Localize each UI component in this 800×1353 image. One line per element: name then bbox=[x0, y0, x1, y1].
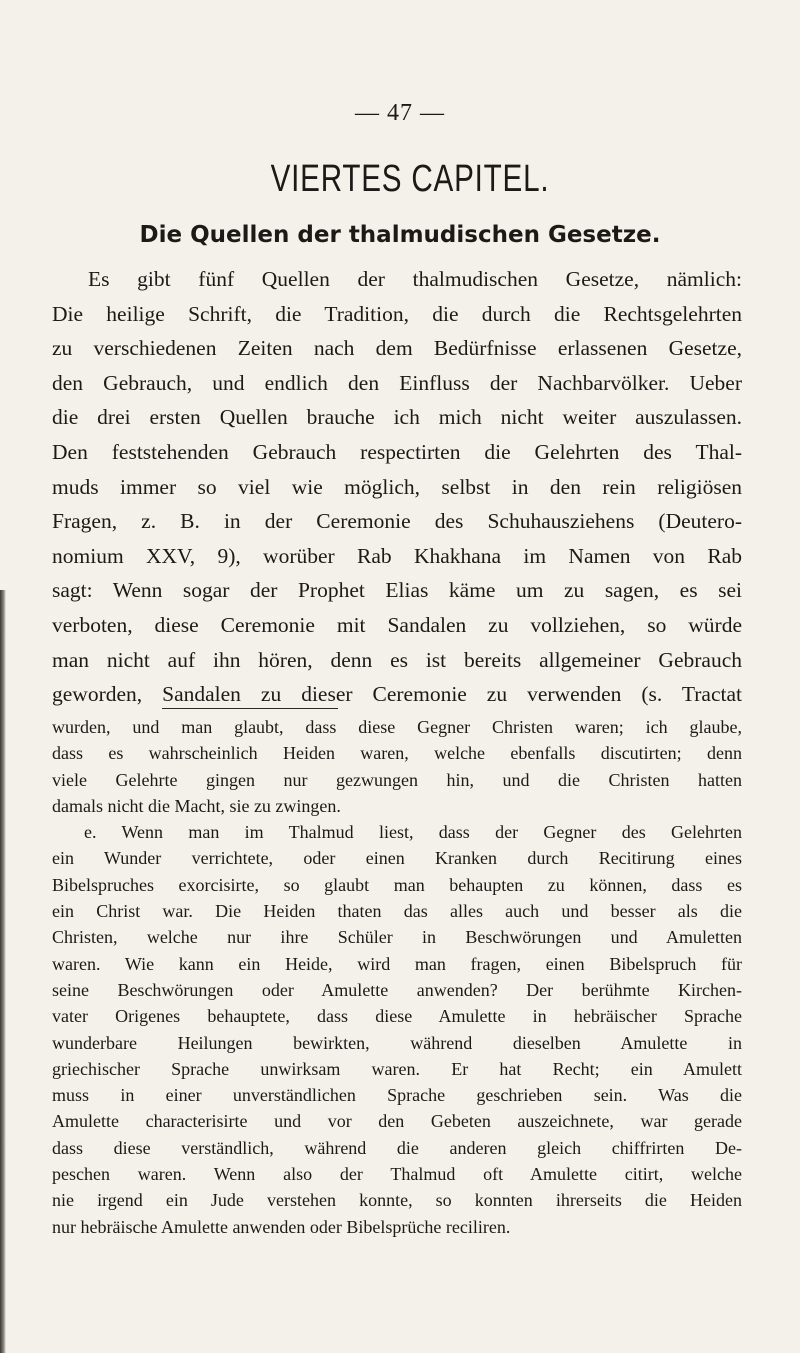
body-line: sagt: Wenn sogar der Prophet Elias käme um zu sagen, es sei bbox=[52, 578, 742, 603]
body-line: Fragen, z. B. in der Ceremonie des Schuhausziehens (Deutero- bbox=[52, 509, 742, 534]
footnote-line: nur hebräische Amulette anwenden oder Bibelsprüche reciliren. bbox=[52, 1216, 511, 1237]
footnote-line: peschen waren. Wenn also der Thalmud oft Amulette citirt, welche bbox=[52, 1164, 742, 1185]
body-text bbox=[52, 262, 742, 712]
body-line: Den feststehenden Gebrauch respectirten die Gelehrten des Thal- bbox=[52, 439, 742, 464]
footnote-line: nie irgend ein Jude verstehen konnte, so konnten ihrerseits die Heiden bbox=[52, 1190, 742, 1211]
footnote-line: viele Gelehrte gingen nur gezwungen hin, und die Christen hatten bbox=[52, 769, 742, 790]
footnote-line: wunderbare Heilungen bewirkten, während dieselben Amulette in bbox=[52, 1032, 742, 1053]
section-title: Die Quellen der thalmudischen Gesetze. bbox=[139, 222, 661, 248]
footnote-text bbox=[52, 714, 742, 1240]
footnote-line: e. Wenn man im Thalmud liest, dass der Gegner des Gelehrten bbox=[84, 822, 742, 843]
body-line: man nicht auf ihn hören, denn es ist bereits allgemeiner Gebrauch bbox=[52, 647, 742, 672]
body-line: den Gebrauch, und endlich den Einfluss der Nachbarvölker. Ueber bbox=[52, 370, 742, 395]
body-line: Es gibt fünf Quellen der thalmudischen Gesetze, nämlich: bbox=[88, 267, 742, 291]
footnote-line: ein Wunder verrichtete, oder einen Kranken durch Recitirung eines bbox=[52, 848, 742, 869]
body-line: die drei ersten Quellen brauche ich mich nicht weiter auszulassen. bbox=[52, 405, 742, 430]
footnote-line: vater Origenes behauptete, dass diese Amulette in hebräischer Sprache bbox=[52, 1006, 742, 1027]
body-line: nomium XXV, 9), worüber Rab Khakhana im Namen von Rab bbox=[52, 543, 742, 568]
body-line: verboten, diese Ceremonie mit Sandalen zu vollziehen, so würde bbox=[52, 612, 742, 637]
footnote-line: ein Christ war. Die Heiden thaten das alles auch und besser als die bbox=[52, 901, 742, 922]
footnote-line: seine Beschwörungen oder Amulette anwenden? Der berühmte Kirchen- bbox=[52, 979, 742, 1000]
footnote-line: damals nicht die Macht, sie zu zwingen. bbox=[52, 795, 341, 816]
footnote-line: Bibelspruches exorcisirte, so glaubt man behaupten zu können, dass es bbox=[52, 874, 742, 895]
body-line: geworden, Sandalen zu dieser Ceremonie zu verwenden (s. Tractat bbox=[52, 682, 742, 707]
footnote-line: wurden, und man glaubt, dass diese Gegner Christen waren; ich glaube, bbox=[52, 717, 742, 737]
footnote-line: dass diese verständlich, während die anderen gleich chiffrirten De- bbox=[52, 1137, 742, 1158]
footnote-line: Amulette characterisirte und vor den Gebeten auszeichnete, war gerade bbox=[52, 1111, 742, 1132]
body-line: muds immer so viel wie möglich, selbst in den rein religiösen bbox=[52, 474, 742, 499]
page-number: — 47 — bbox=[355, 100, 445, 126]
footnote-line: dass es wahrscheinlich Heiden waren, welche ebenfalls discutirten; denn bbox=[52, 743, 742, 764]
footnote-line: Christen, welche nur ihre Schüler in Beschwörungen und Amuletten bbox=[52, 927, 742, 948]
footnote-separator bbox=[162, 708, 338, 709]
footnote-line: muss in einer unverständlichen Sprache geschrieben sein. Was die bbox=[52, 1085, 742, 1106]
chapter-heading: VIERTES CAPITEL. bbox=[270, 158, 550, 200]
footnote-line: waren. Wie kann ein Heide, wird man fragen, einen Bibelspruch für bbox=[52, 953, 742, 974]
body-line: Die heilige Schrift, die Tradition, die durch die Rechtsgelehrten bbox=[52, 301, 742, 326]
footnote-line: griechischer Sprache unwirksam waren. Er hat Recht; ein Amulett bbox=[52, 1058, 742, 1079]
body-line: zu verschiedenen Zeiten nach dem Bedürfnisse erlassenen Gesetze, bbox=[52, 336, 742, 361]
page-edge-shadow bbox=[0, 590, 6, 1353]
